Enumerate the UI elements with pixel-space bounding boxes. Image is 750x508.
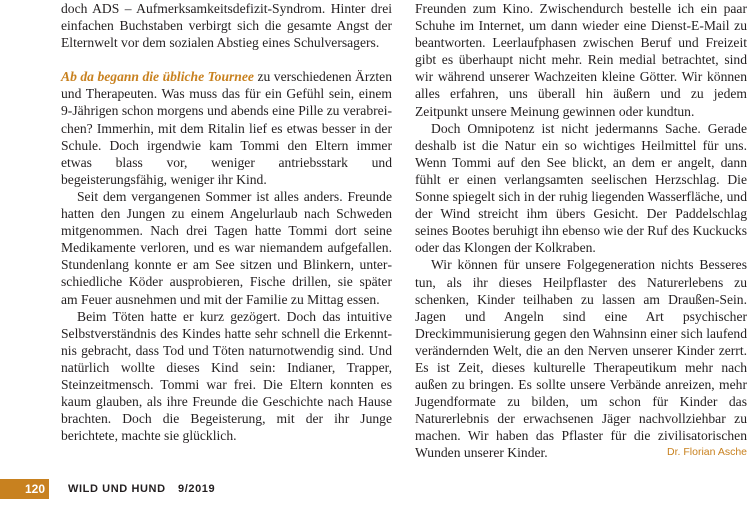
paragraph: Beim Töten hatte er kurz gezögert. Doch das intuitive Selbstverständnis des Kindes hatte sehr schnell die Erkenntnis gebracht, dass Tod und Töten naturnotwendig sind. Und natürlich wollte dieses Kind sein: Indianer, Trapper, Steinzeitmensch. Tommi war frei. Die Eltern konnten es kaum glauben, als ihre Freunde die Geschichte nach Hause brachten. Doch die Begeisterung, mit der ihr Junge berichtete, machte sie glücklich. bbox=[61, 308, 392, 444]
paragraph-text: zu verschiedenen Ärzten und Therapeuten. Was muss das für ein Gefühl sein, einem 9-Jährigen schon morgens und abends eine Pille zu verabreichen? Immerhin, mit dem Ritalin lief es etwas besser in der Schule. Doch irgendwie kam Tommi den Eltern immer etwas blass vor, weniger antriebsstark und begeisterungsfähig, weniger ihr Kind. bbox=[61, 69, 392, 187]
article-column-right bbox=[415, 0, 747, 462]
page-number: 120 bbox=[0, 479, 49, 499]
lead-in-phrase: Ab da begann die übliche Tournee bbox=[61, 69, 254, 85]
paragraph: Seit dem vergangenen Sommer ist alles anders. Freunde hatten den Jungen zu einem Angelurlaub nach Schweden mitgenommen. Nach drei Tagen hatte Tommi dort seine Medikamente verloren, und es war niemandem aufgefallen. Stundenlang konnte er am See sitzen und Blinkern, unterschiedliche Köder ausprobieren, Fische drillen, sie später am Feuer ausnehmen und mit der Familie zu Mittag essen. bbox=[61, 188, 392, 307]
magazine-title: WILD UND HUND bbox=[68, 483, 166, 495]
page-footer bbox=[0, 479, 750, 499]
paragraph bbox=[61, 68, 392, 188]
author-signature: Dr. Florian Asche bbox=[667, 446, 747, 459]
paragraph bbox=[415, 256, 747, 461]
paragraph: Freunden zum Kino. Zwischendurch bestelle ich ein paar Schuhe im Internet, um dann wieder eine Dienst-E-Mail zu beantworten. Leerlaufphasen zwischen Beruf und Freizeit gibt es überhaupt nicht mehr. Rein medial betrachtet, sind wir während unserer Wachzeiten kleine Götter. Wir können alles erfahren, uns überall hin äußern und zu jedem Zeitpunkt unsere Meinung gewinnen oder kundtun. bbox=[415, 1, 747, 119]
issue-number: 9/2019 bbox=[178, 483, 216, 495]
article-column-left bbox=[61, 0, 392, 444]
paragraph: Doch Omnipotenz ist nicht jedermanns Sache. Gerade deshalb ist die Natur ein so wichtiges Heilmittel für uns. Wenn Tommi auf den See blickt, an dem er angelt, dann fühlt er einen verlangsamten seelischen Herzschlag. Die Sonne spiegelt sich in der ruhig liegenden Wasserfläche, und der Wind streicht ihm übers Gesicht. Der Paddelschlag seines Bootes beruhigt ihn ebenso wie der Ruf des Kuckucks oder das Klongen der Kolkraben. bbox=[415, 120, 747, 256]
paragraph: doch ADS – Aufmerksamkeitsdefizit-Syndrom. Hinter drei einfachen Buchstaben verbirgt sich die gesamte Angst der Elternwelt vor dem sozialen Abstieg eines Schulversagers. bbox=[61, 1, 392, 51]
paragraph-text: Wir können für unsere Folgegeneration nichts Besseres tun, als ihr dieses Heilpflaster des Naturerlebens zu schenken, Kinder teilhaben zu lassen am Draußen-Sein. Jagen und Angeln sind eine Art psychischer Dreckimmunisierung gegen den Wahnsinn einer sich laufend verändernden Welt, die an den Nerven unserer Kinder zerrt. Es ist Zeit, dieses kulturelle Therapeutikum mehr nach außen zu bringen. Es sollte unsere Verbände anreizen, mehr Jugendformate zu bilden, um schon für Kinder das Naturerlebnis der erwachsenen Jäger nachvollziehbar zu machen. Wir haben das Pflaster für die zivilisatorischen Wunden unserer Kinder. bbox=[415, 257, 747, 461]
